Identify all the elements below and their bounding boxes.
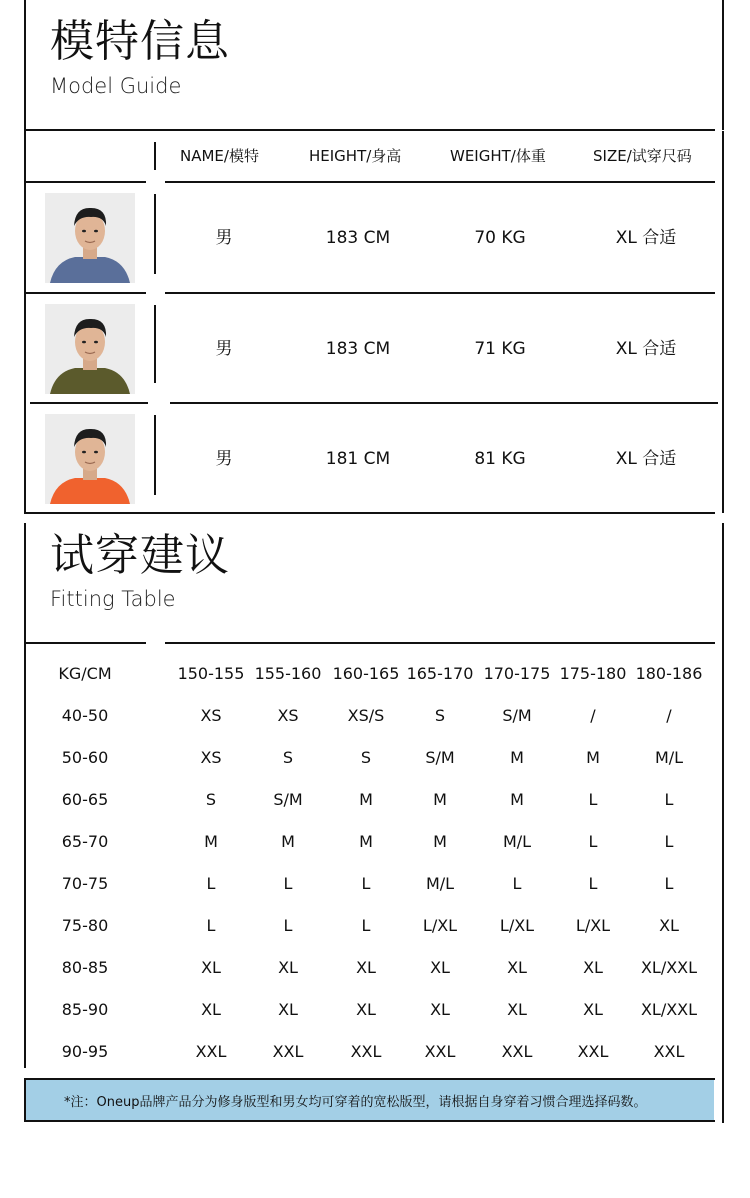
size-cell: M [586, 748, 600, 767]
model-guide-title-en: Model Guide [50, 74, 182, 98]
size-cell: M/L [425, 874, 455, 893]
size-cell: L [283, 874, 293, 893]
height-range-header: 160-165 [332, 664, 400, 683]
model-height: 183 CM [325, 228, 391, 248]
weight-range: 85-90 [61, 1000, 109, 1019]
divider [24, 181, 146, 183]
right-border [722, 0, 724, 130]
size-cell: XXL [272, 1042, 304, 1061]
model-height: 183 CM [325, 339, 391, 359]
size-cell: XS [200, 748, 222, 767]
header-name: NAME/模特 [180, 147, 259, 165]
size-cell: L [664, 832, 674, 851]
size-cell: M/L [654, 748, 684, 767]
size-cell: L/XL [575, 916, 611, 935]
size-cell: L [361, 916, 371, 935]
size-cell: XXL [577, 1042, 609, 1061]
size-cell: M [359, 832, 373, 851]
size-cell: S [205, 790, 217, 809]
left-border [24, 0, 26, 130]
size-cell: / [666, 706, 672, 725]
size-cell: M [510, 748, 524, 767]
size-cell: L/XL [499, 916, 535, 935]
size-cell: XS/S [347, 706, 385, 725]
left-border [24, 523, 26, 1068]
note-banner [24, 1080, 714, 1120]
column-divider [154, 415, 156, 495]
fitting-title-en: Fitting Table [50, 587, 176, 611]
size-cell: XL [659, 916, 679, 935]
divider [24, 129, 715, 131]
model-name: 男 [215, 449, 233, 469]
size-cell: L [588, 832, 598, 851]
weight-range: 60-65 [61, 790, 109, 809]
model-weight: 81 KG [474, 449, 526, 469]
size-cell: XXL [195, 1042, 227, 1061]
size-cell: M [433, 832, 447, 851]
model-size: XL 合适 [615, 449, 677, 469]
corner-label: KG/CM [58, 664, 112, 683]
divider [165, 642, 715, 644]
size-cell: XL [583, 1000, 603, 1019]
size-cell: L [283, 916, 293, 935]
model-weight: 71 KG [474, 339, 526, 359]
column-divider [154, 142, 156, 170]
size-cell: S [282, 748, 294, 767]
height-range-header: 175-180 [559, 664, 627, 683]
weight-range: 40-50 [61, 706, 109, 725]
size-cell: XS [200, 706, 222, 725]
size-cell: XL/XXL [640, 958, 698, 977]
divider [30, 402, 148, 404]
weight-range: 80-85 [61, 958, 109, 977]
weight-range: 75-80 [61, 916, 109, 935]
left-border [24, 1080, 26, 1120]
size-cell: L [206, 874, 216, 893]
size-cell: XL [507, 1000, 527, 1019]
size-cell: XL [278, 958, 298, 977]
header-size: SIZE/试穿尺码 [593, 147, 692, 165]
size-cell: S [360, 748, 372, 767]
divider [24, 512, 715, 514]
size-cell: M [433, 790, 447, 809]
right-border [722, 131, 724, 183]
size-cell: M [204, 832, 218, 851]
size-cell: XXL [350, 1042, 382, 1061]
size-cell: S/M [502, 706, 532, 725]
size-cell: XL [201, 1000, 221, 1019]
size-cell: L [588, 874, 598, 893]
size-cell: XL [583, 958, 603, 977]
size-cell: / [590, 706, 596, 725]
size-cell: S [434, 706, 446, 725]
height-range-header: 155-160 [254, 664, 322, 683]
size-cell: L [361, 874, 371, 893]
weight-range: 90-95 [61, 1042, 109, 1061]
model-photo [45, 414, 135, 504]
divider [170, 402, 718, 404]
note-text: *注：Oneup品牌产品分为修身版型和男女均可穿着的宽松版型，请根据自身穿着习惯合理选择码数。 [64, 1095, 647, 1110]
size-cell: S/M [273, 790, 303, 809]
left-border [24, 131, 26, 183]
divider [165, 292, 715, 294]
weight-range: 50-60 [61, 748, 109, 767]
model-name: 男 [215, 228, 233, 248]
weight-range: 70-75 [61, 874, 109, 893]
size-cell: XL [430, 958, 450, 977]
size-cell: XXL [424, 1042, 456, 1061]
size-cell: M [510, 790, 524, 809]
fitting-title-cn: 试穿建议 [50, 530, 230, 581]
column-divider [154, 305, 156, 383]
size-cell: XL [430, 1000, 450, 1019]
divider [24, 292, 146, 294]
model-photo [45, 304, 135, 394]
size-cell: XL [201, 958, 221, 977]
divider [165, 181, 715, 183]
size-cell: XL [356, 1000, 376, 1019]
size-cell: XL [278, 1000, 298, 1019]
size-cell: M/L [502, 832, 532, 851]
height-range-header: 165-170 [406, 664, 474, 683]
model-name: 男 [215, 339, 233, 359]
size-cell: S/M [425, 748, 455, 767]
size-cell: XL [356, 958, 376, 977]
model-guide-title-cn: 模特信息 [50, 16, 230, 67]
size-cell: XXL [501, 1042, 533, 1061]
right-border [722, 523, 724, 1123]
model-height: 181 CM [325, 449, 391, 469]
size-cell: L [206, 916, 216, 935]
divider [24, 1120, 715, 1122]
right-border [722, 183, 724, 513]
size-cell: XS [277, 706, 299, 725]
model-photo [45, 193, 135, 283]
header-weight: WEIGHT/体重 [450, 147, 546, 165]
size-cell: L [664, 790, 674, 809]
model-size: XL 合适 [615, 339, 677, 359]
divider [24, 642, 146, 644]
column-divider [154, 194, 156, 274]
size-cell: XL [507, 958, 527, 977]
size-cell: L [588, 790, 598, 809]
header-height: HEIGHT/身高 [309, 147, 402, 165]
size-cell: L/XL [422, 916, 458, 935]
model-weight: 70 KG [474, 228, 526, 248]
weight-range: 65-70 [61, 832, 109, 851]
size-cell: XL/XXL [640, 1000, 698, 1019]
size-cell: M [359, 790, 373, 809]
height-range-header: 150-155 [177, 664, 245, 683]
size-cell: L [664, 874, 674, 893]
size-cell: M [281, 832, 295, 851]
height-range-header: 180-186 [635, 664, 703, 683]
size-cell: L [512, 874, 522, 893]
height-range-header: 170-175 [483, 664, 551, 683]
left-border [24, 183, 26, 513]
size-cell: XXL [653, 1042, 685, 1061]
model-size: XL 合适 [615, 228, 677, 248]
